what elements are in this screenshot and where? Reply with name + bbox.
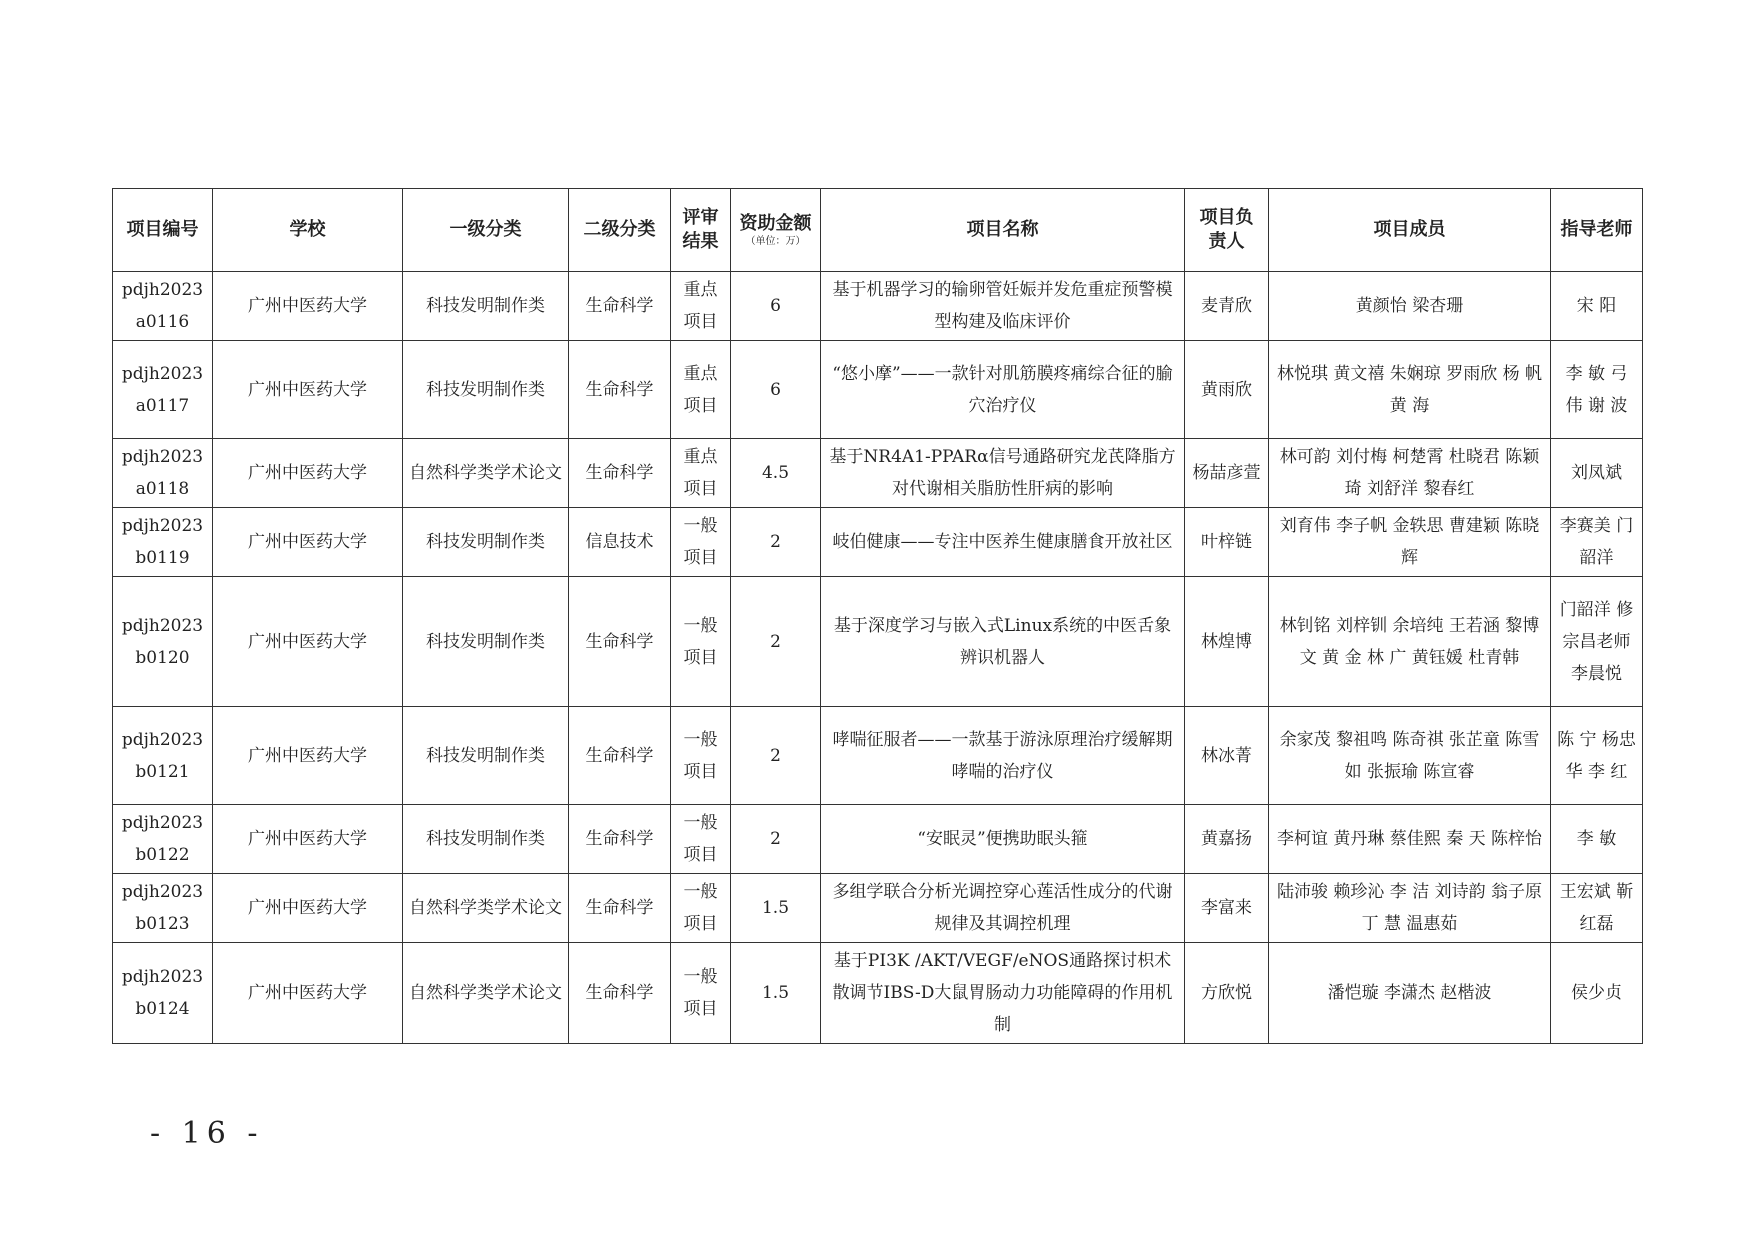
cell-members: 刘育伟 李子帆 金轶思 曹建颖 陈晓辉 bbox=[1269, 508, 1551, 577]
header-code: 项目编号 bbox=[113, 189, 213, 272]
cell-members: 林可韵 刘付梅 柯楚霄 杜晓君 陈颖琦 刘舒洋 黎春红 bbox=[1269, 439, 1551, 508]
cell-result: 重点项目 bbox=[671, 341, 731, 439]
cell-title: 多组学联合分析光调控穿心莲活性成分的代谢规律及其调控机理 bbox=[821, 874, 1185, 943]
cell-category-2: 生命科学 bbox=[569, 439, 671, 508]
table-row bbox=[113, 508, 1643, 577]
cell-advisor: 李 敏 bbox=[1551, 805, 1643, 874]
cell-advisor: 侯少贞 bbox=[1551, 943, 1643, 1044]
cell-title: “安眠灵”便携助眠头箍 bbox=[821, 805, 1185, 874]
cell-code bbox=[113, 439, 213, 508]
cell-category-1: 科技发明制作类 bbox=[403, 508, 569, 577]
cell-result: 一般项目 bbox=[671, 874, 731, 943]
cell-school: 广州中医药大学 bbox=[213, 577, 403, 707]
cell-amount: 2 bbox=[731, 508, 821, 577]
cell-school: 广州中医药大学 bbox=[213, 874, 403, 943]
cell-code bbox=[113, 943, 213, 1044]
table-row bbox=[113, 272, 1643, 341]
table-row bbox=[113, 439, 1643, 508]
cell-result: 一般项目 bbox=[671, 805, 731, 874]
cell-leader: 麦青欣 bbox=[1185, 272, 1269, 341]
cell-leader: 黄雨欣 bbox=[1185, 341, 1269, 439]
cell-amount: 1.5 bbox=[731, 874, 821, 943]
cell-leader: 方欣悦 bbox=[1185, 943, 1269, 1044]
cell-code-part: b0124 bbox=[135, 999, 190, 1019]
cell-advisor: 刘凤斌 bbox=[1551, 439, 1643, 508]
cell-advisor: 宋 阳 bbox=[1551, 272, 1643, 341]
cell-code-part: pdjh2023 bbox=[121, 516, 204, 536]
cell-leader: 叶梓链 bbox=[1185, 508, 1269, 577]
cell-school: 广州中医药大学 bbox=[213, 805, 403, 874]
cell-school: 广州中医药大学 bbox=[213, 707, 403, 805]
cell-result: 重点项目 bbox=[671, 439, 731, 508]
cell-title: 基于机器学习的输卵管妊娠并发危重症预警模型构建及临床评价 bbox=[821, 272, 1185, 341]
table-row bbox=[113, 943, 1643, 1044]
cell-code-part: pdjh2023 bbox=[121, 447, 204, 467]
cell-members: 陆沛骏 赖珍沁 李 洁 刘诗韵 翁子原 丁 慧 温惠茹 bbox=[1269, 874, 1551, 943]
cell-code-part: b0123 bbox=[135, 914, 190, 934]
cell-members: 黄颜怡 梁杏珊 bbox=[1269, 272, 1551, 341]
cell-members: 李柯谊 黄丹琳 蔡佳熙 秦 天 陈梓怡 bbox=[1269, 805, 1551, 874]
cell-advisor: 陈 宁 杨忠华 李 红 bbox=[1551, 707, 1643, 805]
cell-members: 潘恺璇 李潇杰 赵楷波 bbox=[1269, 943, 1551, 1044]
cell-amount: 2 bbox=[731, 805, 821, 874]
cell-title: 基于PI3K /AKT/VEGF/eNOS通路探讨枳术散调节IBS-D大鼠胃肠动力功能障碍的作用机制 bbox=[821, 943, 1185, 1044]
cell-members: 林悦琪 黄文禧 朱娴琼 罗雨欣 杨 帆 黄 海 bbox=[1269, 341, 1551, 439]
cell-code-part: a0116 bbox=[135, 312, 190, 332]
cell-advisor: 门韶洋 修宗昌老师 李晨悦 bbox=[1551, 577, 1643, 707]
cell-category-1: 科技发明制作类 bbox=[403, 341, 569, 439]
cell-category-1: 自然科学类学术论文 bbox=[403, 874, 569, 943]
cell-category-1: 科技发明制作类 bbox=[403, 707, 569, 805]
cell-title: “悠小摩”——一款针对肌筋膜疼痛综合征的腧穴治疗仪 bbox=[821, 341, 1185, 439]
cell-title: 哮喘征服者——一款基于游泳原理治疗缓解期哮喘的治疗仪 bbox=[821, 707, 1185, 805]
cell-code-part: pdjh2023 bbox=[121, 363, 204, 384]
header-amount-unit: （单位：万） bbox=[745, 236, 806, 247]
cell-result: 重点项目 bbox=[671, 272, 731, 341]
header-members: 项目成员 bbox=[1269, 189, 1551, 272]
cell-code-part: b0120 bbox=[135, 647, 190, 668]
cell-code bbox=[113, 707, 213, 805]
cell-category-2: 生命科学 bbox=[569, 943, 671, 1044]
table-row bbox=[113, 707, 1643, 805]
cell-code-part: b0122 bbox=[135, 845, 190, 865]
cell-category-2: 生命科学 bbox=[569, 341, 671, 439]
table-row bbox=[113, 341, 1643, 439]
cell-category-1: 科技发明制作类 bbox=[403, 272, 569, 341]
table-row bbox=[113, 805, 1643, 874]
cell-result: 一般项目 bbox=[671, 508, 731, 577]
cell-result: 一般项目 bbox=[671, 707, 731, 805]
cell-result: 一般项目 bbox=[671, 943, 731, 1044]
cell-leader: 黄嘉扬 bbox=[1185, 805, 1269, 874]
cell-code-part: pdjh2023 bbox=[121, 729, 204, 750]
header-leader: 项目负责人 bbox=[1185, 189, 1269, 272]
cell-members: 余家茂 黎祖鸣 陈奇祺 张芷童 陈雪如 张振瑜 陈宣睿 bbox=[1269, 707, 1551, 805]
header-school: 学校 bbox=[213, 189, 403, 272]
cell-code-part: a0118 bbox=[135, 479, 190, 499]
cell-leader: 李富来 bbox=[1185, 874, 1269, 943]
cell-category-2: 生命科学 bbox=[569, 707, 671, 805]
cell-leader: 杨喆彦萱 bbox=[1185, 439, 1269, 508]
header-category-1: 一级分类 bbox=[403, 189, 569, 272]
cell-amount: 4.5 bbox=[731, 439, 821, 508]
cell-code-part: pdjh2023 bbox=[121, 882, 204, 902]
table-row bbox=[113, 577, 1643, 707]
header-advisor: 指导老师 bbox=[1551, 189, 1643, 272]
page-number: - 16 - bbox=[150, 1116, 264, 1151]
cell-code bbox=[113, 805, 213, 874]
header-row bbox=[113, 189, 1643, 272]
header-category-2: 二级分类 bbox=[569, 189, 671, 272]
header-title: 项目名称 bbox=[821, 189, 1185, 272]
header-result: 评审结果 bbox=[671, 189, 731, 272]
header-amount-label: 资助金额 bbox=[739, 213, 812, 234]
cell-title: 基于深度学习与嵌入式Linux系统的中医舌象辨识机器人 bbox=[821, 577, 1185, 707]
cell-code-part: pdjh2023 bbox=[121, 967, 204, 987]
cell-code-part: pdjh2023 bbox=[121, 813, 204, 833]
cell-code bbox=[113, 341, 213, 439]
header-amount bbox=[731, 189, 821, 272]
cell-category-1: 自然科学类学术论文 bbox=[403, 943, 569, 1044]
cell-code bbox=[113, 508, 213, 577]
cell-advisor: 李赛美 门韶洋 bbox=[1551, 508, 1643, 577]
cell-amount: 2 bbox=[731, 707, 821, 805]
cell-result: 一般项目 bbox=[671, 577, 731, 707]
cell-category-1: 科技发明制作类 bbox=[403, 577, 569, 707]
cell-advisor: 李 敏 弓 伟 谢 波 bbox=[1551, 341, 1643, 439]
cell-category-1: 科技发明制作类 bbox=[403, 805, 569, 874]
cell-category-2: 生命科学 bbox=[569, 874, 671, 943]
cell-school: 广州中医药大学 bbox=[213, 508, 403, 577]
cell-category-2: 生命科学 bbox=[569, 272, 671, 341]
cell-code-part: b0119 bbox=[135, 548, 190, 568]
cell-amount: 6 bbox=[731, 272, 821, 341]
cell-school: 广州中医药大学 bbox=[213, 272, 403, 341]
cell-category-2: 生命科学 bbox=[569, 577, 671, 707]
cell-code-part: pdjh2023 bbox=[121, 615, 204, 636]
cell-category-2: 生命科学 bbox=[569, 805, 671, 874]
cell-title: 基于NR4A1-PPARα信号通路研究龙芪降脂方对代谢相关脂肪性肝病的影响 bbox=[821, 439, 1185, 508]
cell-amount: 1.5 bbox=[731, 943, 821, 1044]
cell-school: 广州中医药大学 bbox=[213, 341, 403, 439]
cell-code bbox=[113, 577, 213, 707]
cell-code-part: b0121 bbox=[135, 761, 190, 782]
cell-code bbox=[113, 272, 213, 341]
cell-code bbox=[113, 874, 213, 943]
cell-code-part: a0117 bbox=[135, 395, 190, 416]
cell-category-2: 信息技术 bbox=[569, 508, 671, 577]
cell-title: 岐伯健康——专注中医养生健康膳食开放社区 bbox=[821, 508, 1185, 577]
cell-code-part: pdjh2023 bbox=[121, 280, 204, 300]
cell-school: 广州中医药大学 bbox=[213, 439, 403, 508]
cell-amount: 6 bbox=[731, 341, 821, 439]
cell-leader: 林冰菁 bbox=[1185, 707, 1269, 805]
project-table bbox=[112, 188, 1643, 1044]
cell-members: 林钊铭 刘梓钏 余培纯 王若涵 黎博文 黄 金 林 广 黄钰媛 杜青韩 bbox=[1269, 577, 1551, 707]
cell-amount: 2 bbox=[731, 577, 821, 707]
table-row bbox=[113, 874, 1643, 943]
cell-advisor: 王宏斌 靳红磊 bbox=[1551, 874, 1643, 943]
cell-school: 广州中医药大学 bbox=[213, 943, 403, 1044]
cell-leader: 林煌博 bbox=[1185, 577, 1269, 707]
cell-category-1: 自然科学类学术论文 bbox=[403, 439, 569, 508]
